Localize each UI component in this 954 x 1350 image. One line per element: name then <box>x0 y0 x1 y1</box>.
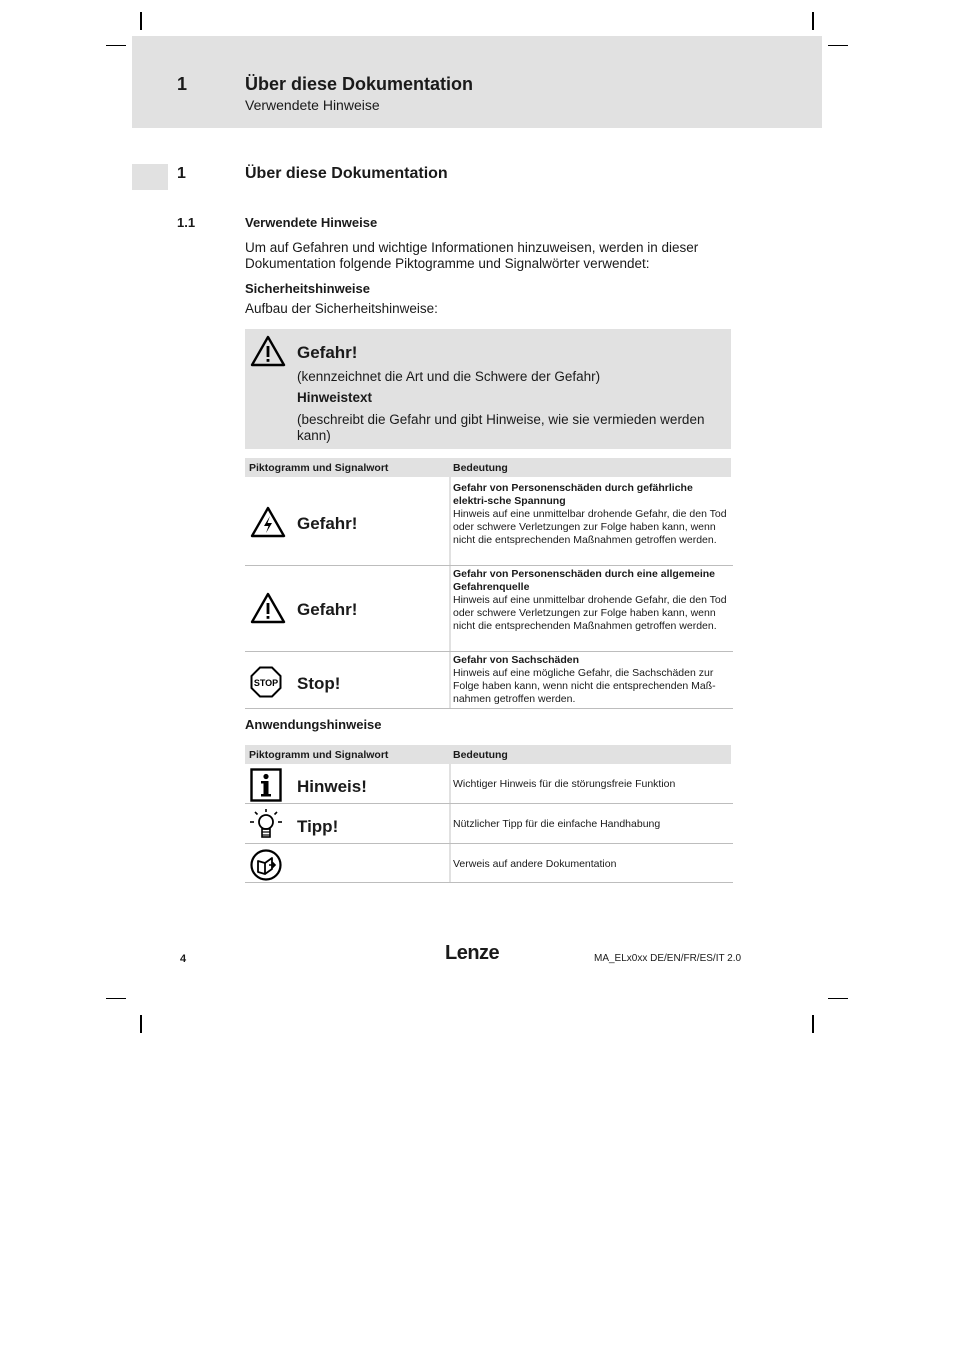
svg-text:STOP: STOP <box>253 678 279 688</box>
crop-mark <box>140 12 142 30</box>
brand-logo: Lenze <box>445 942 500 964</box>
application-table-header <box>245 745 731 764</box>
row-description-text: Verweis auf andere Dokumentation <box>453 858 617 870</box>
column-separator <box>449 458 451 709</box>
signal-word: Stop! <box>297 674 341 693</box>
chapter-number: 1 <box>177 74 188 94</box>
lightbulb-icon <box>249 808 283 842</box>
row-description <box>453 568 729 633</box>
crop-mark <box>828 45 848 46</box>
section-subtitle: Verwendete Hinweise <box>245 97 380 113</box>
crop-mark <box>812 1015 814 1033</box>
signal-word: Gefahr! <box>297 514 358 533</box>
page-number: 4 <box>180 953 187 965</box>
warning-example-line2: Hinweistext <box>297 390 373 405</box>
row-description <box>453 482 729 547</box>
safety-heading: Sicherheitshinweise <box>245 281 370 296</box>
electric-hazard-icon <box>250 506 286 538</box>
row-divider <box>245 803 733 804</box>
row-description-text: Hinweis auf eine mögliche Gefahr, die Sachschäden zur Folge haben kann, wenn nicht die entsprechenden Maß-nahmen getroffen werden. <box>453 667 716 705</box>
reference-icon <box>250 849 282 881</box>
safety-structure-label: Aufbau der Sicherheitshinweise: <box>245 301 438 316</box>
section-number: 1 <box>177 165 186 182</box>
row-description-title: Gefahr von Sachschäden <box>453 654 580 666</box>
header-band <box>132 36 822 128</box>
subsection-number: 1.1 <box>177 215 196 230</box>
signal-word: Gefahr! <box>297 600 358 619</box>
col-header-meaning: Bedeutung <box>453 749 508 761</box>
row-divider <box>245 651 733 652</box>
info-icon <box>250 768 282 802</box>
crop-mark <box>828 998 848 999</box>
col-header-pictogram: Piktogramm und Signalwort <box>249 749 389 761</box>
row-description <box>453 654 729 706</box>
section-title: Über diese Dokumentation <box>245 165 448 182</box>
signal-word: Hinweis! <box>297 777 367 796</box>
warning-example-line1: (kennzeichnet die Art und die Schwere der Gefahr) <box>297 369 601 384</box>
row-divider <box>245 843 733 844</box>
warning-example-line3: (beschreibt die Gefahr und gibt Hinweise, wie sie vermieden werden kann) <box>297 412 705 443</box>
col-header-pictogram: Piktogramm und Signalwort <box>249 462 389 474</box>
crop-mark <box>106 998 126 999</box>
stop-icon <box>250 666 282 698</box>
row-divider <box>245 565 733 566</box>
col-header-meaning: Bedeutung <box>453 462 508 474</box>
intro-text: Um auf Gefahren und wichtige Informationen hinzuweisen, werden in dieser Dokumentation folgende Piktogramme und Signalwörter verwendet: <box>245 240 699 271</box>
application-heading: Anwendungshinweise <box>245 717 382 732</box>
warning-triangle-icon <box>250 335 286 367</box>
warning-example-title: Gefahr! <box>297 343 358 362</box>
chapter-title: Über diese Dokumentation <box>245 74 474 94</box>
crop-mark <box>140 1015 142 1033</box>
row-divider <box>245 708 733 709</box>
general-hazard-icon <box>250 592 286 624</box>
crop-mark <box>812 12 814 30</box>
document-code: MA_ELx0xx DE/EN/FR/ES/IT 2.0 <box>594 953 742 964</box>
row-description-text: Hinweis auf eine unmittelbar drohende Gefahr, die den Tod oder schwere Verletzungen zur Folge haben kann, wenn nicht die entsprechenden Maßnahmen getroffen werden. <box>453 508 727 546</box>
safety-table-header <box>245 458 731 477</box>
row-description-title: Gefahr von Personenschäden durch eine allgemeine Gefahrenquelle <box>453 568 715 593</box>
row-description-text: Hinweis auf eine unmittelbar drohende Gefahr, die den Tod oder schwere Verletzungen zur Folge haben kann, wenn nicht die entsprechenden Maßnahmen getroffen werden. <box>453 594 727 632</box>
signal-word: Tipp! <box>297 817 339 836</box>
column-separator <box>449 745 451 882</box>
row-description-text: Nützlicher Tipp für die einfache Handhabung <box>453 818 661 830</box>
row-divider <box>245 882 733 883</box>
crop-mark <box>106 45 126 46</box>
row-description-title: Gefahr von Personenschäden durch gefährliche elektri-sche Spannung <box>453 482 693 507</box>
section-marker <box>132 164 168 190</box>
row-description-text: Wichtiger Hinweis für die störungsfreie Funktion <box>453 778 676 790</box>
subsection-title: Verwendete Hinweise <box>245 215 378 230</box>
